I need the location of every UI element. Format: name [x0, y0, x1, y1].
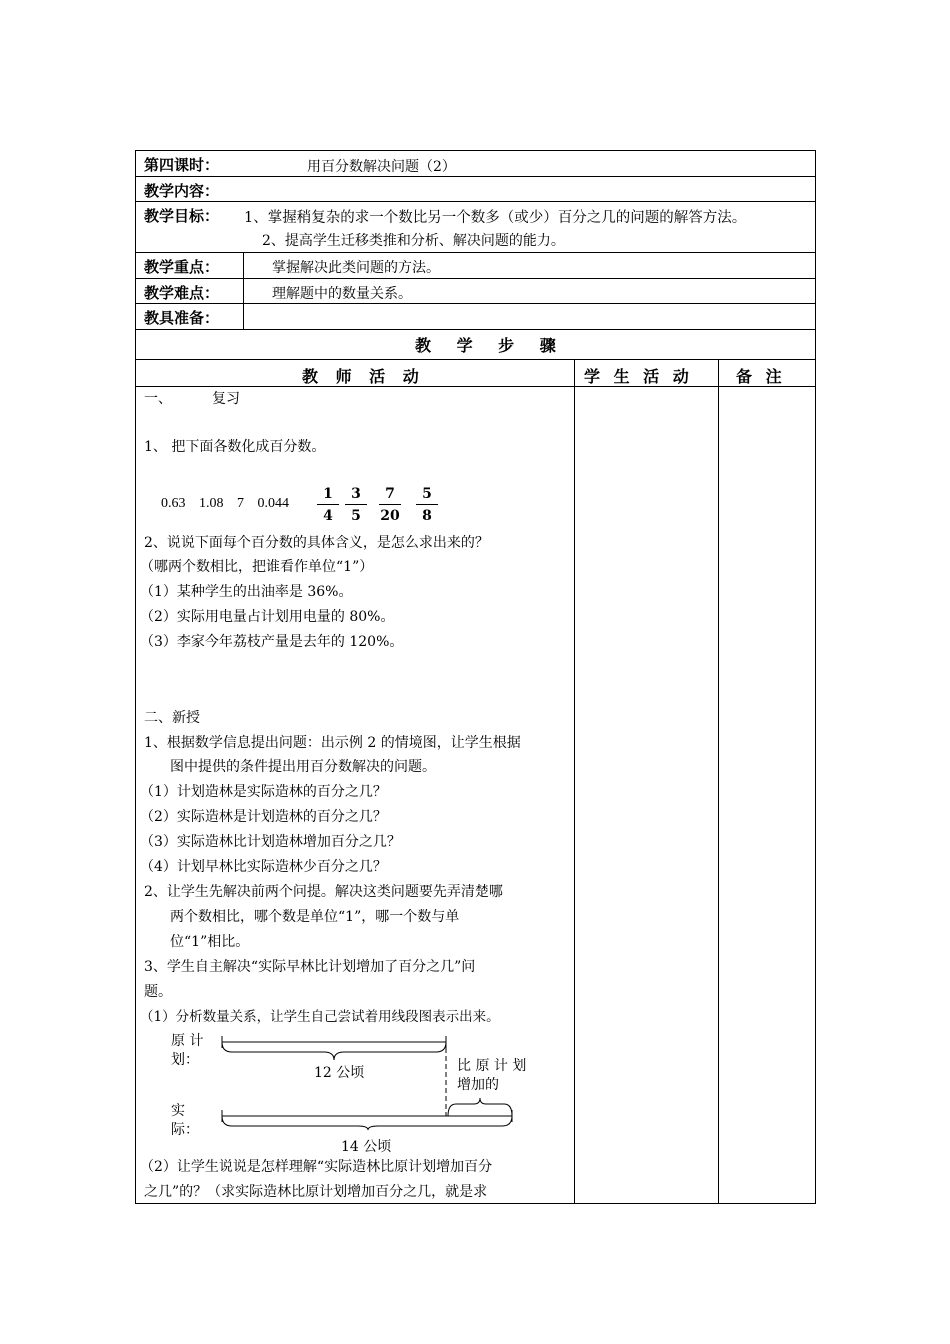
new-lesson-paragraph: 1、根据数学信息提出问题：出示例 2 的情境图，让学生根据: [144, 735, 521, 751]
row-divider: [135, 303, 816, 304]
new-lesson-paragraph: （1）分析数量关系，让学生自己尝试着用线段图表示出来。: [140, 1009, 500, 1025]
fraction: [416, 484, 438, 525]
new-lesson-paragraph: 2、让学生先解决前两个问提。解决这类问题要先弄清楚哪: [144, 884, 503, 900]
plan-value: 12 公顷: [314, 1065, 365, 1081]
review-item: （3）李家今年荔枝产量是去年的 120%。: [140, 634, 404, 650]
increase-brace: [448, 1098, 512, 1116]
new-lesson-paragraph: 位“1”相比。: [170, 934, 250, 950]
row-divider: [135, 359, 816, 360]
column-divider-student: [574, 359, 575, 1203]
notes-column-header: 备 注: [736, 367, 786, 386]
new-lesson-paragraph: （2）让学生说说是怎样理解“实际造林比原计划增加百分: [140, 1159, 493, 1175]
goal-label: 教学目标：: [144, 207, 220, 225]
review-heading-number: 一、: [144, 391, 172, 407]
new-lesson-paragraph: 题。: [144, 984, 172, 1000]
fraction-denominator: 8: [422, 508, 432, 524]
review-question-2: 2、说说下面每个百分数的具体含义，是怎么求出来的？: [144, 535, 489, 551]
review-item: （1）某种学生的出油率是 36%。: [140, 584, 353, 600]
new-lesson-paragraph: 3、学生自主解决“实际早林比计划增加了百分之几”问: [144, 959, 476, 975]
table-border-left: [135, 150, 136, 1204]
new-lesson-question: （3）实际造林比计划造林增加百分之几？: [140, 834, 401, 850]
fraction-numerator: 5: [416, 484, 438, 505]
new-lesson-paragraph: 两个数相比，哪个数是单位“1”，哪一个数与单: [170, 909, 460, 925]
fraction-numerator: 3: [345, 484, 367, 505]
goal-1: 1、掌握稍复杂的求一个数比另一个数多（或少）百分之几的问题的解答方法。: [244, 210, 747, 226]
plan-label: 划：: [171, 1052, 199, 1068]
teacher-column-header: 教 师 活 动: [302, 367, 425, 386]
fraction: [345, 484, 367, 525]
row-divider: [135, 252, 816, 253]
actual-brace: [222, 1116, 512, 1130]
review-question-2-hint: （哪两个数相比，把谁看作单位“1”）: [140, 559, 374, 575]
table-border-bottom: [135, 1203, 816, 1204]
plan-label: 原 计: [171, 1033, 204, 1049]
number-item: 0.63: [161, 496, 186, 511]
tools-label: 教具准备：: [144, 309, 220, 327]
content-label: 教学内容：: [144, 182, 220, 200]
row-divider: [135, 176, 816, 177]
increase-label: 比 原 计 划: [457, 1058, 527, 1074]
decimal-numbers: [161, 494, 299, 514]
actual-value: 14 公顷: [341, 1139, 392, 1155]
column-divider-notes: [718, 359, 719, 1203]
difficulty-text: 理解题中的数量关系。: [272, 286, 412, 302]
row-divider: [135, 329, 816, 330]
lesson-title: 用百分数解决问题（2）: [307, 159, 456, 175]
review-question-1: 1、 把下面各数化成百分数。: [144, 439, 326, 455]
fraction: [379, 484, 401, 525]
goal-2: 2、提高学生迁移类推和分析、解决问题的能力。: [262, 233, 565, 249]
number-item: 0.044: [257, 496, 289, 511]
new-lesson-question: （1）计划造林是实际造林的百分之几？: [140, 784, 387, 800]
table-border-right: [815, 150, 816, 1204]
new-lesson-question: （4）计划早林比实际造林少百分之几？: [140, 859, 387, 875]
number-item: 7: [237, 496, 244, 511]
actual-label: 际：: [171, 1122, 199, 1138]
lesson-label: 第四课时：: [144, 156, 220, 174]
fraction-denominator: 20: [380, 508, 400, 524]
review-item: （2）实际用电量占计划用电量的 80%。: [140, 609, 395, 625]
difficulty-label: 教学难点：: [144, 284, 220, 302]
new-lesson-heading: 二、新授: [144, 710, 200, 726]
plan-brace: [222, 1042, 446, 1060]
fraction-denominator: 5: [351, 508, 361, 524]
row-divider: [135, 386, 816, 387]
plan-segment: [222, 1036, 446, 1048]
row-divider: [135, 278, 816, 279]
new-lesson-paragraph: 之几”的？（求实际造林比原计划增加百分之几，就是求: [144, 1184, 488, 1200]
student-column-header: 学 生 活 动: [584, 367, 693, 386]
fraction-numerator: 7: [379, 484, 401, 505]
new-lesson-paragraph: 图中提供的条件提出用百分数解决的问题。: [170, 759, 436, 775]
focus-label: 教学重点：: [144, 258, 220, 276]
steps-title: 教 学 步 骤: [415, 336, 566, 355]
fraction: [317, 484, 339, 525]
focus-text: 掌握解决此类问题的方法。: [272, 260, 440, 276]
actual-label: 实: [171, 1103, 185, 1119]
actual-segment: [222, 1110, 512, 1122]
fraction-numerator: 1: [317, 484, 339, 505]
new-lesson-question: （2）实际造林是计划造林的百分之几？: [140, 809, 387, 825]
row-divider: [135, 201, 816, 202]
table-border-top: [135, 150, 816, 151]
increase-label: 增加的: [457, 1077, 499, 1093]
label-divider: [243, 252, 244, 329]
review-heading-text: 复习: [212, 391, 240, 407]
number-item: 1.08: [199, 496, 224, 511]
fraction-denominator: 4: [323, 508, 333, 524]
